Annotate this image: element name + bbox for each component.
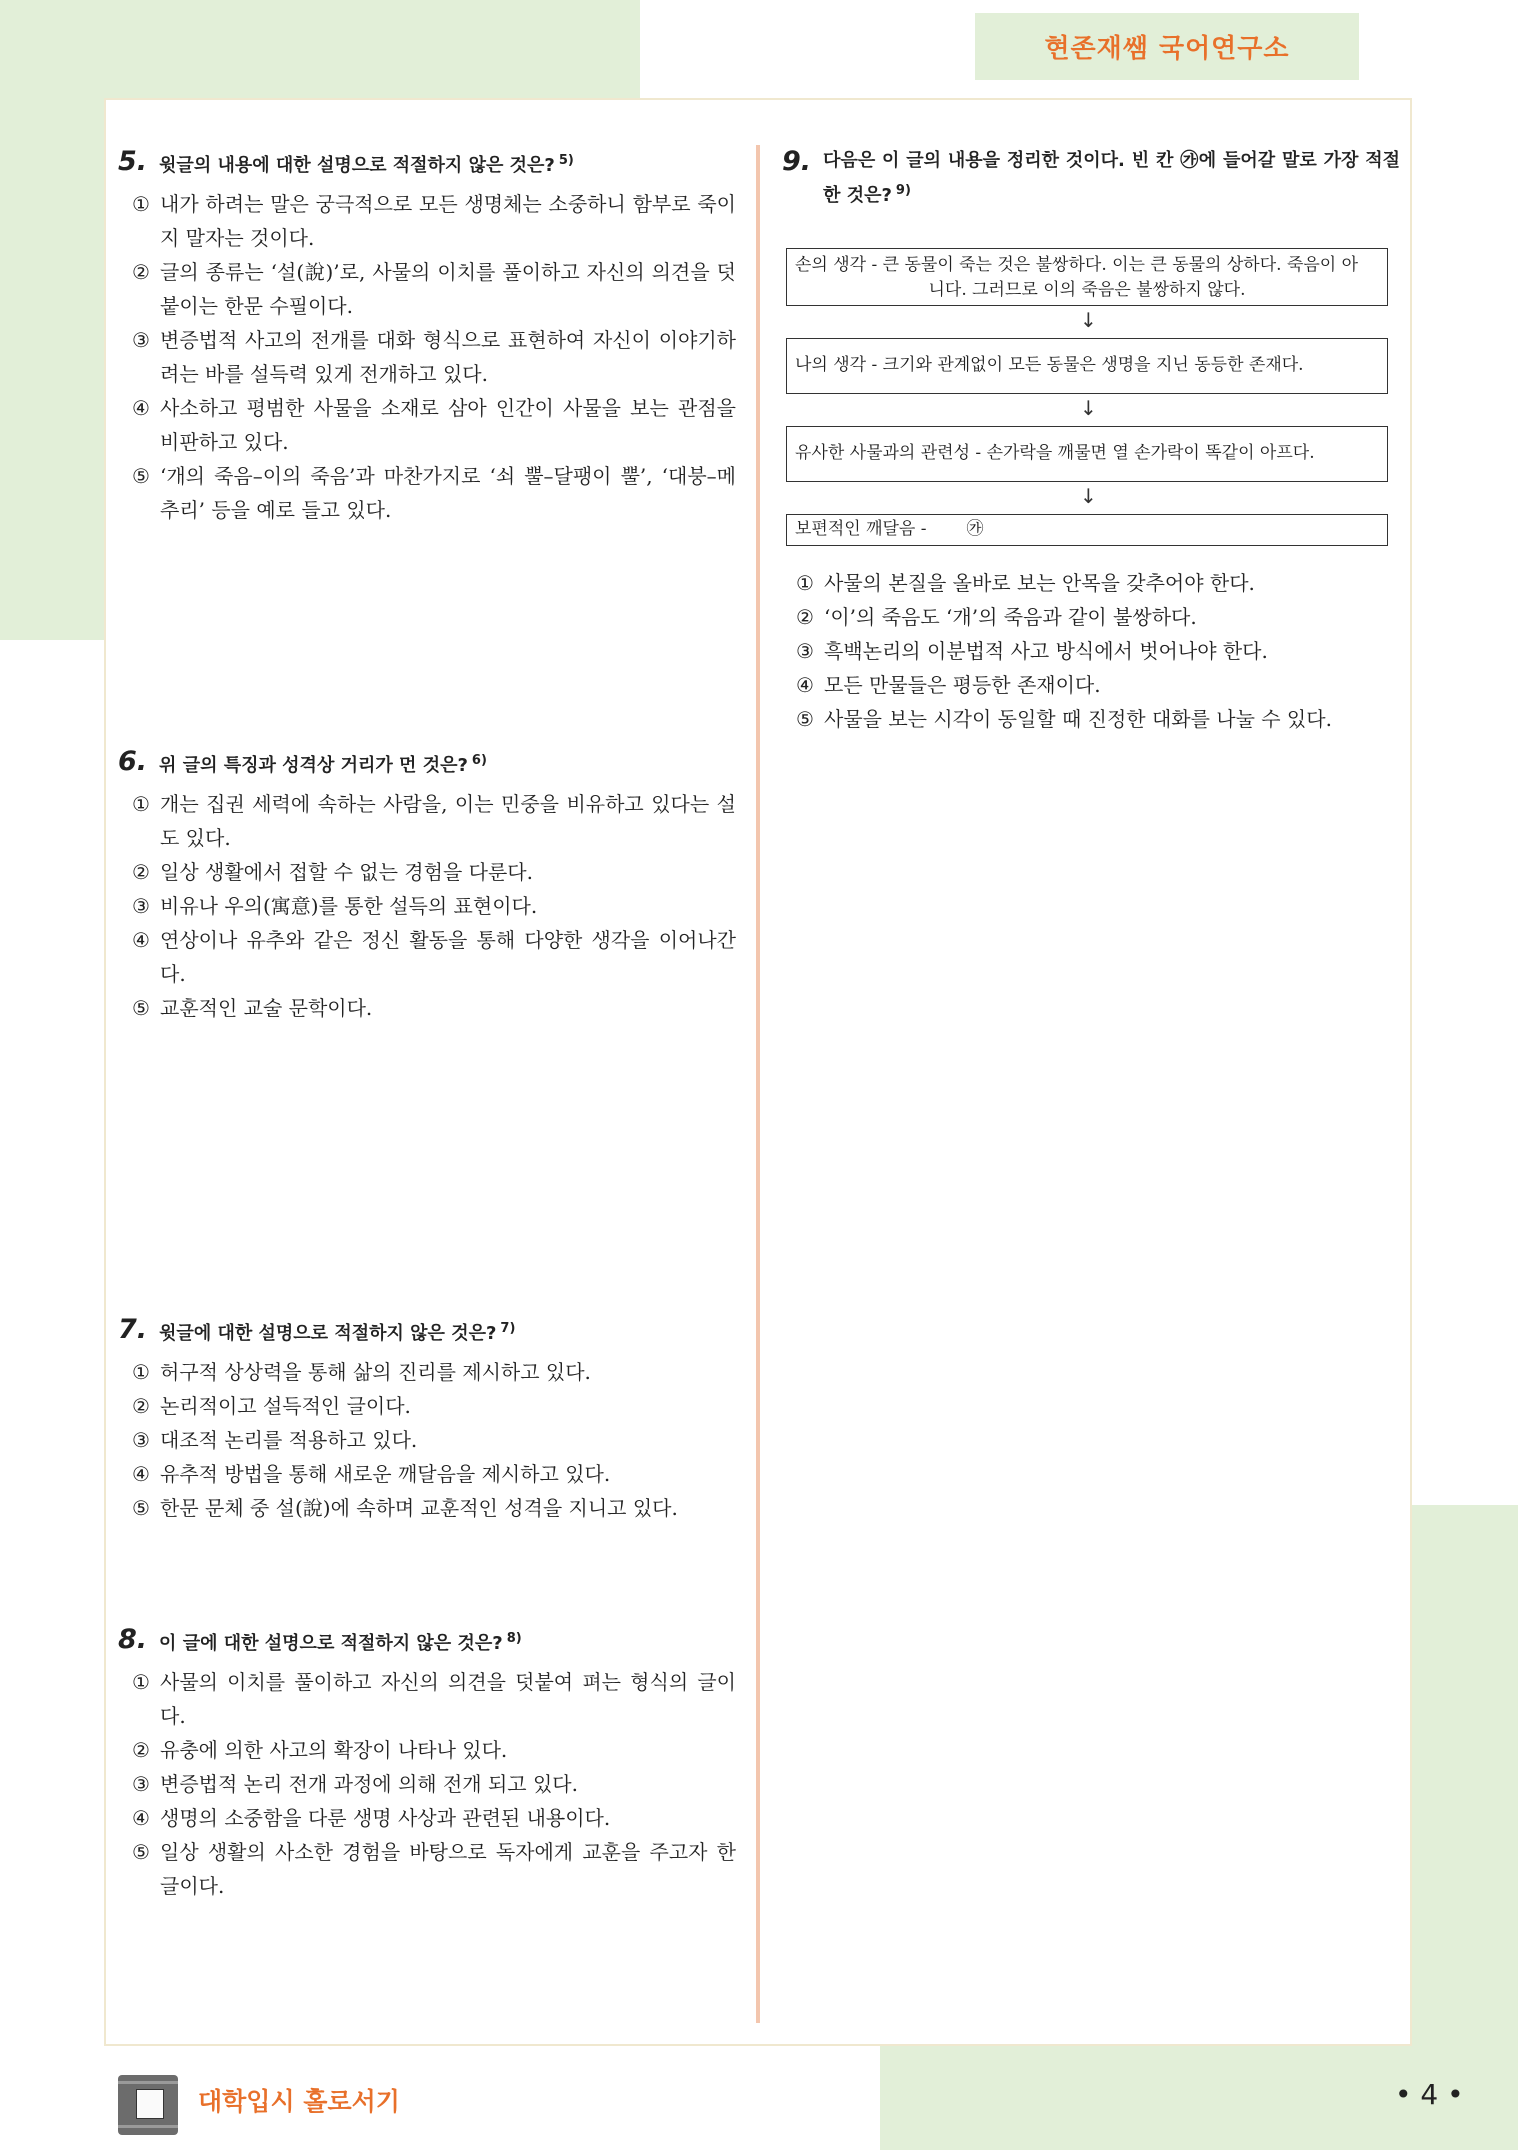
question-number: 5.	[118, 146, 148, 177]
choice-3[interactable]: ③ 비유나 우의(寓意)를 통한 설득의 표현이다.	[132, 894, 538, 918]
footnote-ref: 5)	[558, 153, 574, 168]
choice-list	[782, 566, 1400, 736]
question-text: 이 글에 대한 설명으로 적절하지 않은 것은? $^{8)}$	[159, 1631, 522, 1654]
flow-box-similar-relation: 유사한 사물과의 관련성 - 손가락을 깨물면 열 손가락이 똑같이 아프다.	[786, 426, 1388, 482]
choice-2[interactable]: ② ‘이’의 죽음도 ‘개’의 죽음과 같이 불쌍하다.	[796, 605, 1197, 629]
footnote-ref: 9)	[895, 183, 911, 198]
question-text: 다음은 이 글의 내용을 정리한 것이다. 빈 칸 ㉮에 들어갈 말로 가장 적절한 것은? $^{9)}$	[823, 150, 1400, 206]
footnote-ref: 6)	[471, 753, 487, 768]
page-number: • 4 •	[1395, 2078, 1464, 2111]
column-divider	[756, 145, 760, 2023]
brand-header: 현존재쌤 국어연구소	[975, 13, 1359, 80]
choice-list	[118, 787, 736, 1025]
choice-2[interactable]: ② 일상 생활에서 접할 수 없는 경험을 다룬다.	[132, 860, 533, 884]
choice-2[interactable]: ② 유충에 의한 사고의 확장이 나타나 있다.	[132, 1738, 508, 1762]
flow-box-my-view: 나의 생각 - 크기와 관계없이 모든 동물은 생명을 지닌 동등한 존재다.	[786, 338, 1388, 394]
flow-box-guest-view: 손의 생각 - 큰 동물이 죽는 것은 불쌍하다. 이는 큰 동물의 상하다. 죽음이 아 니다. 그러므로 이의 죽음은 불쌍하지 않다.	[786, 248, 1388, 306]
choice-2[interactable]: ② 글의 종류는 ‘설(說)’로, 사물의 이치를 풀이하고 자신의 의견을 덧붙이는 한문 수필이다.	[132, 260, 736, 318]
question-7	[118, 1314, 736, 1525]
choice-4[interactable]: ④ 사소하고 평범한 사물을 소재로 삼아 인간이 사물을 보는 관점을 비판하고 있다.	[132, 396, 736, 454]
choice-3[interactable]: ③ 변증법적 논리 전개 과정에 의해 전개 되고 있다.	[132, 1772, 578, 1796]
choice-3[interactable]: ③ 변증법적 사고의 전개를 대화 형식으로 표현하여 자신이 이야기하려는 바를 설득력 있게 전개하고 있다.	[132, 328, 736, 386]
question-number: 7.	[118, 1314, 148, 1345]
question-text: 윗글에 대한 설명으로 적절하지 않은 것은? $^{7)}$	[159, 1321, 516, 1344]
choice-1[interactable]: ① 사물의 본질을 올바로 보는 안목을 갖추어야 한다.	[796, 571, 1255, 595]
choice-1[interactable]: ① 내가 하려는 말은 궁극적으로 모든 생명체는 소중하니 함부로 죽이지 말자는 것이다.	[132, 192, 736, 250]
choice-1[interactable]: ① 허구적 상상력을 통해 삶의 진리를 제시하고 있다.	[132, 1360, 591, 1384]
choice-list	[118, 1665, 736, 1903]
choice-1[interactable]: ① 사물의 이치를 풀이하고 자신의 의견을 덧붙여 펴는 형식의 글이다.	[132, 1670, 736, 1728]
choice-5[interactable]: ⑤ 교훈적인 교술 문학이다.	[132, 996, 373, 1020]
choice-list	[118, 187, 736, 527]
flow-arrow-down-icon: ↓	[1080, 484, 1097, 508]
question-number: 8.	[118, 1624, 148, 1655]
blank-marker: ㉮	[966, 519, 984, 539]
footer-title: 대학입시 홀로서기	[198, 2087, 400, 2116]
choice-5[interactable]: ⑤ ‘개의 죽음–이의 죽음’과 마찬가지로 ‘쇠 뿔–달팽이 뿔’, ‘대붕–메추리’ 등을 예로 들고 있다.	[132, 464, 736, 522]
choice-4[interactable]: ④ 연상이나 유추와 같은 정신 활동을 통해 다양한 생각을 이어나간다.	[132, 928, 736, 986]
choice-1[interactable]: ① 개는 집권 세력에 속하는 사람을, 이는 민중을 비유하고 있다는 설도 있다.	[132, 792, 736, 850]
question-text: 위 글의 특징과 성격상 거리가 먼 것은? $^{6)}$	[159, 753, 487, 776]
question-5	[118, 146, 736, 527]
choice-4[interactable]: ④ 유추적 방법을 통해 새로운 깨달음을 제시하고 있다.	[132, 1462, 611, 1486]
choice-4[interactable]: ④ 모든 만물들은 평등한 존재이다.	[796, 673, 1101, 697]
choice-5[interactable]: ⑤ 사물을 보는 시각이 동일할 때 진정한 대화를 나눌 수 있다.	[796, 707, 1332, 731]
question-number: 6.	[118, 746, 148, 777]
choice-3[interactable]: ③ 흑백논리의 이분법적 사고 방식에서 벗어나야 한다.	[796, 639, 1268, 663]
flow-box-universal-insight: 보편적인 깨달음 - ㉮	[786, 514, 1388, 546]
flow-arrow-down-icon: ↓	[1080, 308, 1097, 332]
choice-5[interactable]: ⑤ 일상 생활의 사소한 경험을 바탕으로 독자에게 교훈을 주고자 한 글이다.	[132, 1840, 736, 1898]
choice-list	[118, 1355, 736, 1525]
choice-4[interactable]: ④ 생명의 소중함을 다룬 생명 사상과 관련된 내용이다.	[132, 1806, 611, 1830]
choice-5[interactable]: ⑤ 한문 문체 중 설(說)에 속하며 교훈적인 성격을 지니고 있다.	[132, 1496, 678, 1520]
question-9	[782, 146, 1400, 211]
footer-logo-icon	[118, 2075, 178, 2135]
question-number: 9.	[782, 146, 812, 177]
choice-2[interactable]: ② 논리적이고 설득적인 글이다.	[132, 1394, 411, 1418]
question-text: 윗글의 내용에 대한 설명으로 적절하지 않은 것은? $^{5)}$	[159, 153, 574, 176]
footnote-ref: 7)	[500, 1321, 516, 1336]
flow-arrow-down-icon: ↓	[1080, 396, 1097, 420]
question-9-choices	[782, 560, 1400, 736]
question-8	[118, 1624, 736, 1903]
question-6	[118, 746, 736, 1025]
choice-3[interactable]: ③ 대조적 논리를 적용하고 있다.	[132, 1428, 418, 1452]
footnote-ref: 8)	[506, 1631, 522, 1646]
